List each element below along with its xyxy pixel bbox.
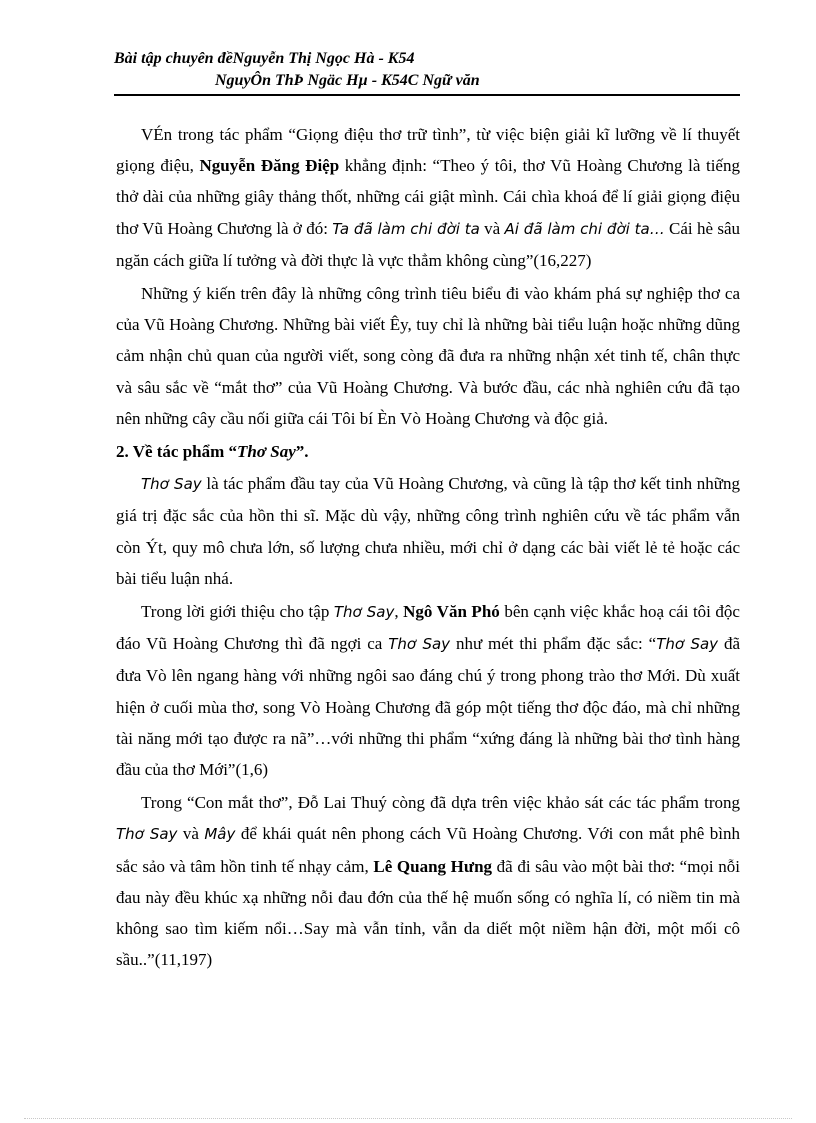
p5-author-name: Lê Quang Hưng [373, 856, 493, 876]
p5-text-4: đã đi sâu vào một bài thơ: “mọi nỗi đau này đều khúc xạ những nỗi đau đớn của thế hệ muốn sống có nghĩa lí, có niềm tin mà không sao tìm kiếm nổi…Say mà vẫn tỉnh, vẫn da diết một niềm hận đời, một mối cô sầu..”(11,197) [116, 856, 741, 970]
p1-text-2: khẳng định: “Theo ý tôi, thơ Vũ Hoàng Chương là tiếng thở dài của những giây thảng thốt, những cái giật mình. Cái chìa khoá để lí giải giọng điệu thơ Vũ Hoàng Chương là ở đó: [116, 156, 740, 238]
page-header [114, 48, 740, 92]
section-heading-2 [116, 436, 740, 467]
heading-prefix: 2. Về tác phẩm “ [116, 442, 238, 462]
paragraph-5 [116, 787, 740, 975]
p1-author-name: Nguyễn Đăng Điệp [199, 156, 340, 176]
p1-text-3: và [479, 218, 505, 238]
page-bottom-dotted-rule [24, 1118, 792, 1119]
p1-text-4: Cái hè sâu ngăn cách giữa lí tưởng và đời thực là vực thẳm không cùng”(16,227) [116, 218, 741, 270]
p2-text-1: Những ý kiến trên đây là những công trình tiêu biểu đi vào khám phá sự nghiệp thơ ca của Vũ Hoàng Chương. Những bài viết Êy, tuy chỉ là những bài tiểu luận hoặc những dũng cảm nhận chủ quan của người viết, song còng đã đưa ra những nhận xét tinh tế, chân thực và sâu sắc về “mắt thơ” của Vũ Hoàng Chương. Và bước đầu, các nhà nghiên cứu đã tạo nên những cây cầu nối giữa cái Tôi bí Èn Vò Hoàng Chương và độc giả. [116, 284, 740, 428]
p4-text-1: Trong lời giới thiệu cho tập [141, 602, 334, 622]
heading-title: Thơ Say [237, 442, 296, 462]
p4-text-4: như mét thi phẩm đặc sắc: “ [450, 634, 657, 654]
p4-text-2: , [394, 602, 404, 622]
p3-book-title: Thơ Say [141, 475, 202, 494]
p4-author-name: Ngô Văn Phó [403, 602, 500, 622]
paragraph-4 [116, 596, 740, 785]
header-line-1: Bài tập chuyên đềNguyễn Thị Ngọc Hà - K54 [114, 50, 415, 67]
paragraph-1 [116, 119, 740, 276]
p4-book-title-3: Thơ Say [656, 635, 719, 654]
p3-text-1: là tác phẩm đầu tay của Vũ Hoàng Chương, và cũng là tập thơ kết tinh những giá trị đặc sắc của hồn thi sĩ. Mặc dù vậy, những công trình nghiên cứu về tác phẩm vẫn còn Ýt, quy mô chưa lớn, số lượng chưa nhiều, mới chỉ ở dạng các bài viết lẻ tẻ hoặc các bài tiểu luận nhá. [116, 474, 740, 588]
document-body [116, 119, 740, 977]
header-line-2: NguyÔn ThÞ Ngäc Hµ - K54C Ngữ văn [215, 72, 480, 89]
paragraph-3 [116, 468, 740, 594]
p5-text-2: và [177, 824, 205, 844]
p4-text-3: bên cạnh việc khắc hoạ cái tôi độc đáo Vũ Hoàng Chương thì đã ngợi ca [116, 602, 740, 654]
p1-quote-1: Ta đã làm chi đời ta [332, 219, 480, 238]
header-rule [114, 94, 740, 96]
p1-text-1: VÉn trong tác phẩm “Giọng điệu thơ trữ tình”, từ việc biện giải kĩ lưỡng về lí thuyết giọng điệu, [116, 125, 740, 176]
p5-book-title-1: Thơ Say [116, 825, 178, 844]
paragraph-2 [116, 278, 740, 434]
p5-text-3: để khái quát nên phong cách Vũ Hoàng Chương. Với con mắt phê bình sắc sảo và tâm hồn tinh tế nhạy cảm, [116, 824, 740, 876]
heading-suffix: ”. [295, 442, 309, 462]
p4-text-5: đã đưa Vò lên ngang hàng với những ngôi sao đáng chú ý trong phong trào thơ Mới. Dù xuất hiện ở cuối mùa thơ, song Vò Hoàng Chương đã góp một tiếng thơ độc đáo, mà chỉ những tài năng mới tạo được ra nã”…với những thi phẩm “xứng đáng là những bài thơ tình hàng đầu của thơ Mới”(1,6) [116, 634, 740, 780]
p5-book-title-2: Mây [204, 825, 236, 844]
p5-text-1: Trong “Con mắt thơ”, Đỗ Lai Thuý còng đã dựa trên việc khảo sát các tác phẩm trong [141, 793, 740, 813]
p4-book-title-2: Thơ Say [388, 635, 451, 654]
p4-book-title-1: Thơ Say [333, 603, 395, 622]
p1-quote-2: Ai đã làm chi đời ta… [504, 219, 665, 238]
